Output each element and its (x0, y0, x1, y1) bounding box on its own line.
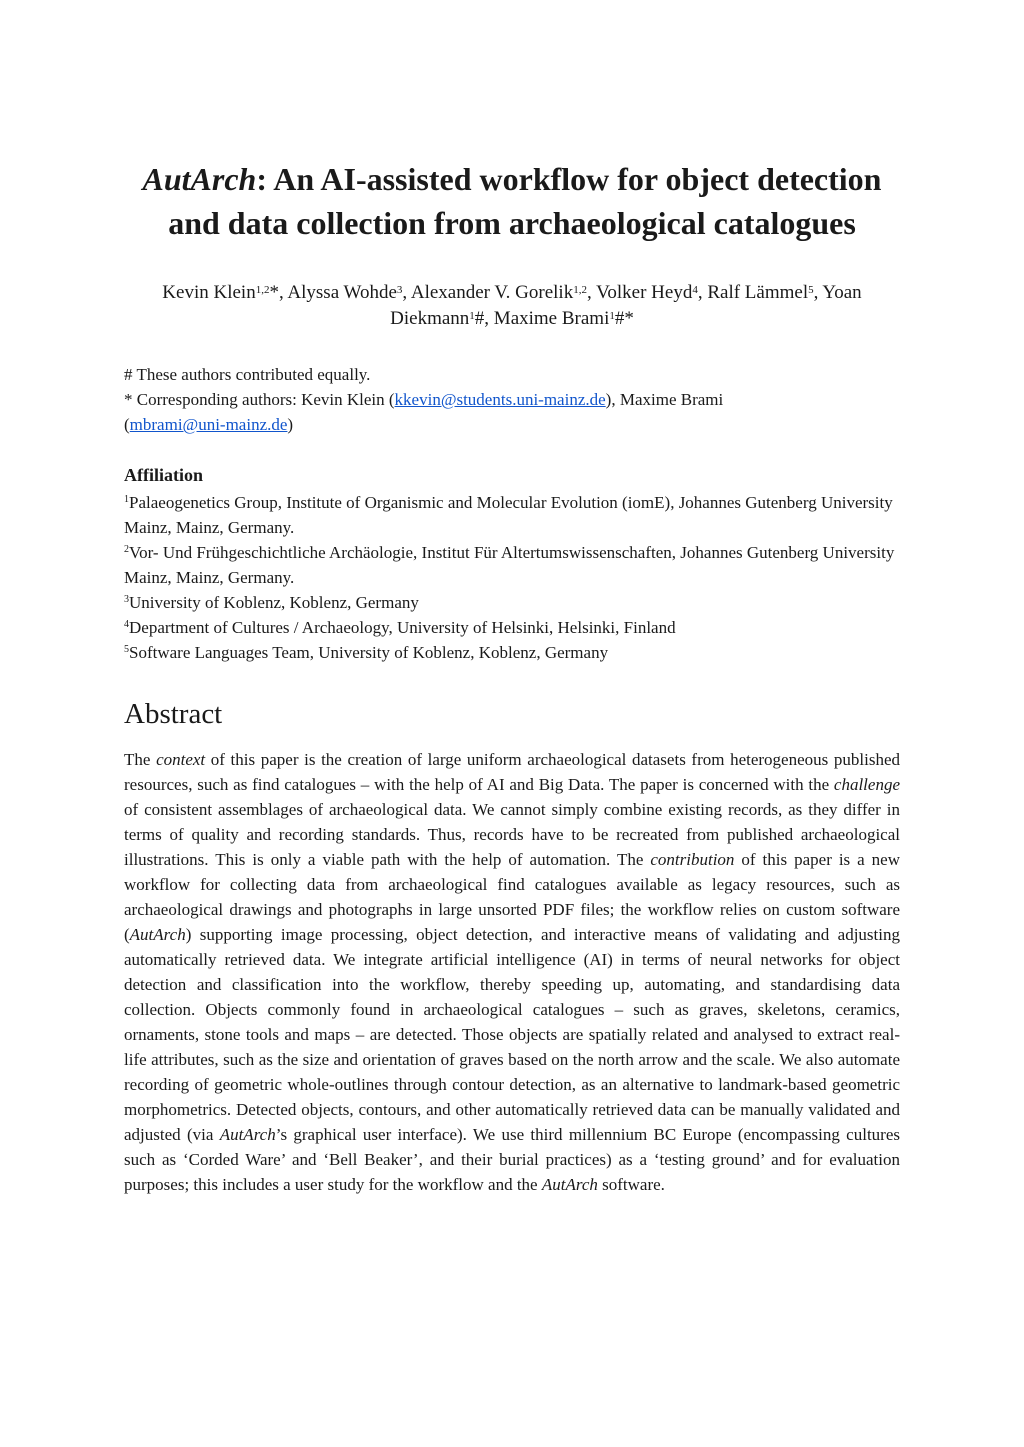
author: Yoan Diekmann$^1$# (390, 282, 862, 329)
affiliation-item: $^5$Software Languages Team, University of Koblenz, Koblenz, Germany (124, 643, 609, 662)
affiliation-item: $^1$Palaeogenetics Group, Institute of Organismic and Molecular Evolution (iomE), Johannes Gutenberg University Mainz, Mainz, Germany. (124, 493, 893, 537)
corresponding-authors-note: * Corresponding authors: Kevin Klein (kkevin@students.uni-mainz.de), Maxime Brami (124, 390, 724, 409)
affiliation-item: $^3$University of Koblenz, Koblenz, Germany (124, 593, 419, 612)
author: Alexander V. Gorelik$^{1,2}$ (410, 282, 587, 303)
author: Kevin Klein$^{1,2}$* (162, 282, 279, 303)
corresponding-authors-note-cont: (mbrami@uni-mainz.de) (124, 415, 294, 434)
author: Maxime Brami$^1$#* (493, 308, 634, 329)
affiliation-list (124, 490, 900, 665)
title-line2: and data collection from archaeological catalogues (168, 205, 856, 241)
author-list: Kevin Klein$^{1,2}$*, Alyssa Wohde$^3$, Alexander V. Gorelik$^{1,2}$, Volker Heyd$^4$, Ralf Lämmel$^5$, Yoan Diekmann$^1$#, Maxime Brami$^1$#* (162, 282, 862, 329)
equal-contribution-note: # These authors contributed equally. (124, 365, 371, 384)
author: Alyssa Wohde$^3$ (287, 282, 403, 303)
title-line1-rest: : An AI-assisted workflow for object detection (256, 161, 882, 197)
paper-title (124, 157, 900, 245)
affiliation-heading: Affiliation (124, 465, 203, 485)
author-notes (124, 362, 900, 437)
abstract-heading: Abstract (124, 698, 223, 730)
affiliation-item: $^4$Department of Cultures / Archaeology, University of Helsinki, Helsinki, Finland (124, 618, 676, 637)
email-link-brami[interactable]: mbrami@uni-mainz.de (129, 415, 288, 434)
affiliation-item: $^2$Vor- Und Frühgeschichtliche Archäologie, Institut Für Altertumswissenschaften, Johannes Gutenberg University Mainz, Mainz, Germany. (124, 543, 895, 587)
email-link-klein[interactable]: kkevin@students.uni-mainz.de (394, 390, 606, 409)
title-software-name: AutArch (142, 161, 257, 197)
abstract-body: The context of this paper is the creation of large uniform archaeological datasets from heterogeneous published resources, such as find catalogues ‒ with the help of AI and Big Data. The paper is concerned with the challenge of consistent assemblages of archaeological data. We cannot simply combine existing records, as they differ in terms of quality and recording standards. Thus, records have to be recreated from published archaeological illustrations. This is only a viable path with the help of automation. The contribution of this paper is a new workflow for collecting data from archaeological find catalogues available as legacy resources, such as archaeological drawings and photographs in large unsorted PDF files; the workflow relies on custom software (AutArch) supporting image processing, object detection, and interactive means of validating and adjusting automatically retrieved data. We integrate artificial intelligence (AI) in terms of neural networks for object detection and classification into the workflow, thereby speeding up, automating, and standardising data collection. Objects commonly found in archaeological catalogues ‒ such as graves, skeletons, ceramics, ornaments, stone tools and maps ‒ are detected. Those objects are spatially related and analysed to extract real-life attributes, such as the size and orientation of graves based on the north arrow and the scale. We also automate recording of geometric whole-outlines through contour detection, as an alternative to landmark-based geometric morphometrics. Detected objects, contours, and other automatically retrieved data can be manually validated and adjusted (via AutArch’s graphical user interface). We use third millennium BC Europe (encompassing cultures such as ‘Corded Ware’ and ‘Bell Beaker’, and their burial practices) as a ‘testing ground’ and for evaluation purposes; this includes a user study for the workflow and the AutArch software. (124, 750, 900, 1194)
author: Volker Heyd$^4$ (596, 282, 698, 303)
author: Ralf Lämmel$^5$ (707, 282, 814, 303)
